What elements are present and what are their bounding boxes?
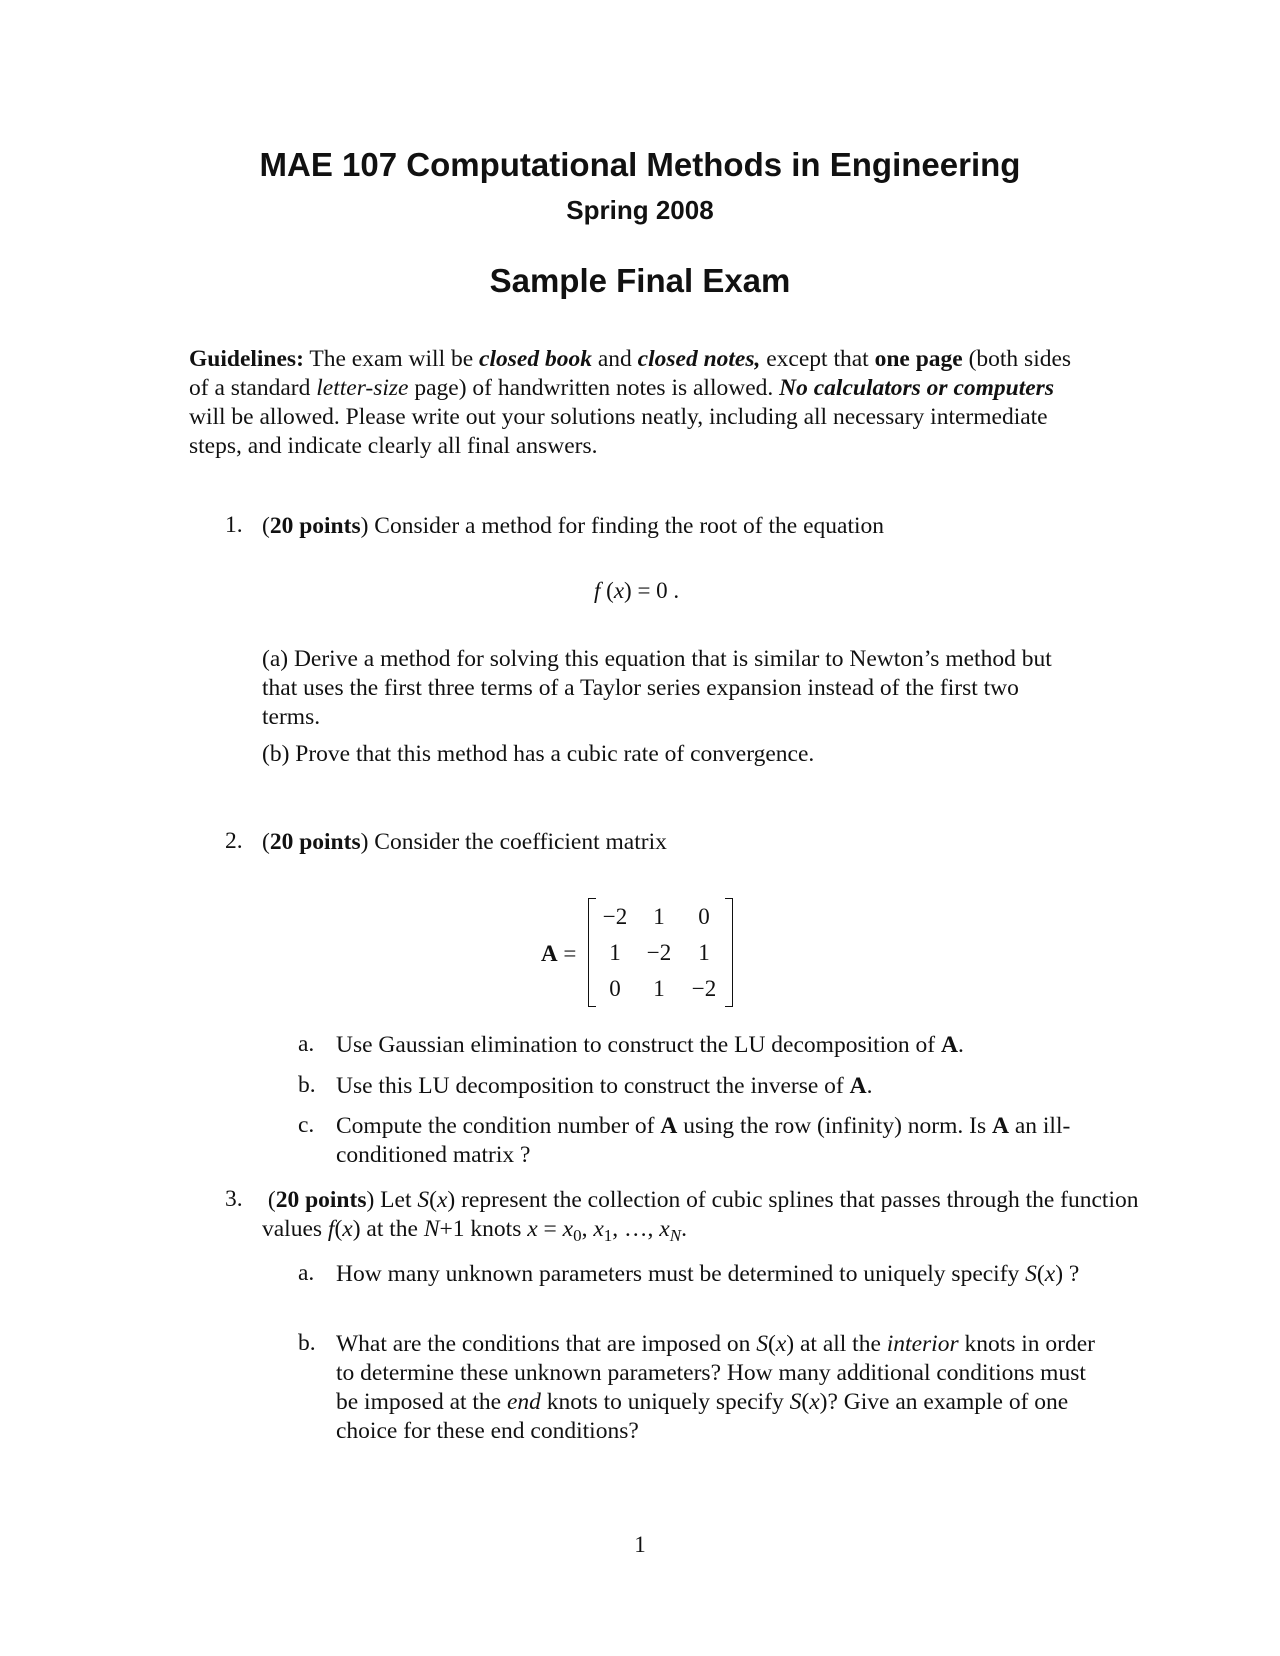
matrix-cell: 1 — [609, 940, 621, 965]
matrix-cell: 0 — [698, 904, 710, 929]
guidelines: Guidelines: The exam will be closed book and closed notes, except that one page (both sides of a standard letter-size page) of handwritten notes is allowed. No calculators or computers will be allowed. Please write out your solutions neatly, including all necessary intermediate steps, and indicate clearly all final answers. — [189, 346, 1072, 459]
matrix-cell: 1 — [653, 904, 665, 929]
q1-intro: (20 points) Consider a method for finding the root of the equation — [262, 513, 884, 539]
q1-part-a: (a) Derive a method for solving this equation that is similar to Newton’s method but that uses the first three terms of a Taylor series expansion instead of the first two terms. — [262, 646, 1052, 730]
q3-part-b: What are the conditions that are imposed on S(x) at all the interior knots in order to determine these unknown parameters? How many additional conditions must be imposed at the end knots to uniquely specify S(x)? Give an example of one choice for these end conditions? — [336, 1331, 1096, 1444]
q2-part-c: Compute the condition number of A using the row (infinity) norm. Is A an ill-conditioned matrix ? — [336, 1113, 1071, 1168]
matrix-cell: 1 — [653, 976, 665, 1001]
q1-part-b: (b) Prove that this method has a cubic rate of convergence. — [262, 741, 815, 767]
q3-b-label: b. — [298, 1330, 316, 1356]
q3-number: 3. — [225, 1186, 243, 1212]
q2-part-b: Use this LU decomposition to construct the inverse of A. — [336, 1073, 873, 1099]
matrix-cell: 0 — [609, 976, 621, 1001]
matrix-cell: −2 — [691, 976, 717, 1001]
exam-title: Sample Final Exam — [489, 262, 791, 299]
q1-number: 1. — [225, 512, 243, 538]
q2-b-label: b. — [298, 1072, 316, 1098]
course-title: MAE 107 Computational Methods in Engineering — [259, 146, 1021, 183]
q3-a-label: a. — [298, 1260, 315, 1286]
q2-c-label: c. — [298, 1112, 315, 1138]
q3-intro: (20 points) Let S(x) represent the collection of cubic splines that passes through the function values f(x) at the N+1 knots $x = x_0$, $x_1$, …, $x_N$. — [262, 1187, 1139, 1245]
q1-equation: f (x) = 0 . — [594, 578, 680, 603]
matrix-label: A = — [541, 941, 577, 966]
matrix-cell: 1 — [698, 940, 710, 965]
q2-a-label: a. — [298, 1031, 315, 1057]
term: Spring 2008 — [566, 195, 714, 225]
q2-intro: (20 points) Consider the coefficient matrix — [262, 829, 667, 855]
matrix-cell: −2 — [646, 940, 672, 965]
coefficient-matrix — [588, 898, 733, 1005]
page-number: 1 — [634, 1532, 646, 1557]
q3-part-a: How many unknown parameters must be determined to uniquely specify S(x) ? — [336, 1261, 1080, 1287]
q2-number: 2. — [225, 828, 243, 854]
matrix-cell: −2 — [602, 904, 628, 929]
q2-part-a: Use Gaussian elimination to construct the LU decomposition of A. — [336, 1032, 964, 1058]
